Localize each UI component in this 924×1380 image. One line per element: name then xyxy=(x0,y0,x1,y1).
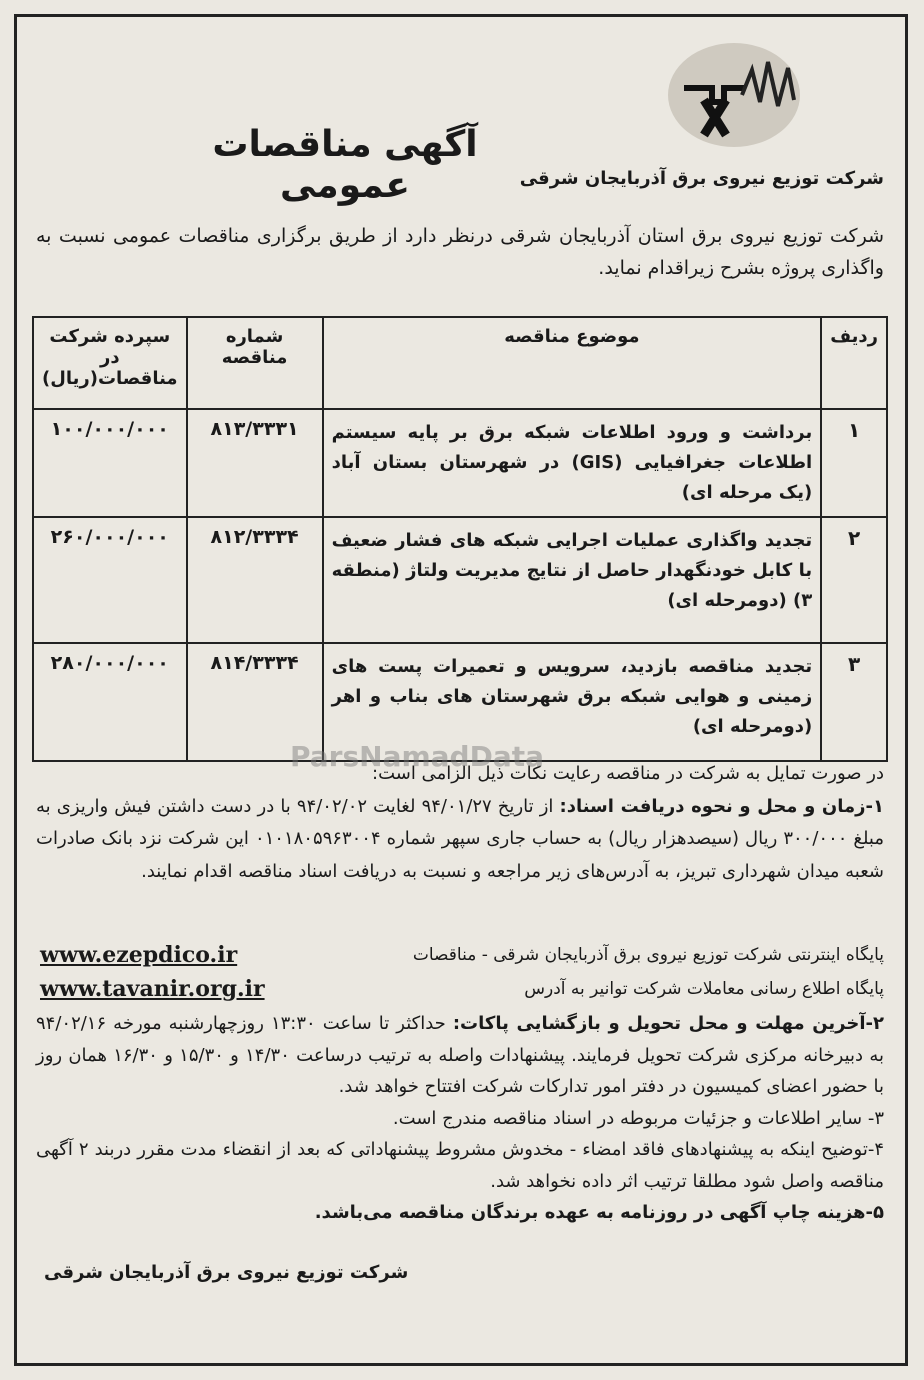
table-row xyxy=(33,517,887,643)
tender-subject: برداشت و ورود اطلاعات شبکه برق بر پایه سیستم اطلاعات جغرافیایی (GIS) در شهرستان بستان آباد (یک مرحله ای) xyxy=(323,409,822,517)
tender-deposit: ۱۰۰/۰۰۰/۰۰۰ xyxy=(33,409,187,517)
signature: شرکت توزیع نیروی برق آذربایجان شرقی xyxy=(44,1262,409,1283)
row-number: ۱ xyxy=(821,409,887,517)
header-row-number: ردیف xyxy=(821,317,887,409)
tender-subject: تجدید واگذاری عملیات اجرایی شبکه های فشار ضعیف با کابل خودنگهدار حاصل از نتایج مدیریت ولتاژ (منطقه ۳) (دومرحله ای) xyxy=(323,517,822,643)
tender-number: ۸۱۲/۳۳۳۴ xyxy=(187,517,323,643)
tender-number: ۸۱۴/۳۳۳۴ xyxy=(187,643,323,761)
condition-item-2-title: ۲-آخرین مهلت و محل تحویل و بازگشایی پاکات: xyxy=(452,1013,884,1034)
condition-item-1 xyxy=(36,791,884,889)
website-label: پایگاه اینترنتی شرکت توزیع نیروی برق آذربایجان شرقی - مناقصات xyxy=(412,945,884,965)
condition-item-1-title: ۱-زمان و محل و نحوه دریافت اسناد: xyxy=(559,795,885,817)
tender-number: ۸۱۳/۳۳۳۱ xyxy=(187,409,323,517)
conditions-block xyxy=(36,758,884,888)
header-deposit: سپرده شرکت در مناقصات(ریال) xyxy=(33,317,187,409)
conditions-lead: در صورت تمایل به شرکت در مناقصه رعایت نکات ذیل الزامی است: xyxy=(372,763,884,784)
watermark: ParsNamadData xyxy=(290,740,544,773)
table-header-row xyxy=(33,317,887,409)
table-row xyxy=(33,409,887,517)
website-row xyxy=(40,938,884,972)
condition-item-4: ۴-توضیح اینکه به پیشنهادهای فاقد امضاء - مخدوش مشروط پیشنهاداتی که بعد از انقضاء مدت مقرر دربند ۲ آگهی مناقصه واصل شود مطلقا ترتیب اثر داده نخواهد شد. xyxy=(36,1139,884,1192)
condition-item-2 xyxy=(36,1008,884,1103)
condition-item-5: ۵-هزینه چاپ آگهی در روزنامه به عهده برندگان مناقصه می‌باشد. xyxy=(314,1202,884,1223)
page-title: آگهی مناقصات عمومی xyxy=(212,124,478,206)
company-name: شرکت توزیع نیروی برق آذربایجان شرقی xyxy=(519,168,884,189)
website-label: پایگاه اطلاع رسانی معاملات شرکت توانیر به آدرس xyxy=(524,979,884,999)
row-number: ۳ xyxy=(821,643,887,761)
header-tender-number: شماره مناقصه xyxy=(187,317,323,409)
website-row xyxy=(40,972,884,1006)
tender-deposit: ۲۶۰/۰۰۰/۰۰۰ xyxy=(33,517,187,643)
website-link[interactable]: www.tavanir.org.ir xyxy=(40,976,265,1002)
condition-item-3: ۳- سایر اطلاعات و جزئیات مربوطه در اسناد مناقصه مندرج است. xyxy=(392,1107,884,1129)
company-logo xyxy=(664,40,804,150)
tender-deposit: ۲۸۰/۰۰۰/۰۰۰ xyxy=(33,643,187,761)
condition-item-1-text: از تاریخ ۹۴/۰۱/۲۷ لغایت ۹۴/۰۲/۰۲ با در دست داشتن فیش واریزی به مبلغ ۳۰۰/۰۰۰ ریال (سیصدهزار ریال) به حساب جاری سپهر شماره ۰۱۰۱۸۰۵۹۶۳۰۰۴ این شرکت نزد بانک صادرات شعبه میدان شهرداری تبریز، به آدرس‌های زیر مراجعه و نسبت به دریافت اسناد مناقصه اقدام نمایند. xyxy=(36,795,885,882)
conditions-continued xyxy=(36,1008,884,1229)
intro-paragraph: شرکت توزیع نیروی برق استان آذربایجان شرقی درنظر دارد از طریق برگزاری مناقصات عمومی نسبت به واگذاری پروژه بشرح زیراقدام نماید. xyxy=(36,225,884,279)
row-number: ۲ xyxy=(821,517,887,643)
website-link[interactable]: www.ezepdico.ir xyxy=(40,942,238,968)
websites-block xyxy=(40,938,884,1006)
condition-item-2-text: حداکثر تا ساعت ۱۳:۳۰ روزچهارشنبه مورخه ۹۴/۰۲/۱۶ به دبیرخانه مرکزی شرکت تحویل فرمایند. پیشنهادات واصله به ترتیب درساعت ۱۴/۳۰ و ۱۵/۳۰ و ۱۶/۳۰ همان روز با حضور اعضای کمیسیون در دفتر امور تدارکات شرکت افتتاح خواهد شد. xyxy=(36,1013,884,1097)
tenders-table xyxy=(32,316,888,762)
tender-subject: تجدید مناقصه بازدید، سرویس و تعمیرات پست های زمینی و هوایی شبکه برق شهرستان های بناب و اهر (دومرحله ای) xyxy=(323,643,822,761)
header-subject: موضوع مناقصه xyxy=(323,317,822,409)
